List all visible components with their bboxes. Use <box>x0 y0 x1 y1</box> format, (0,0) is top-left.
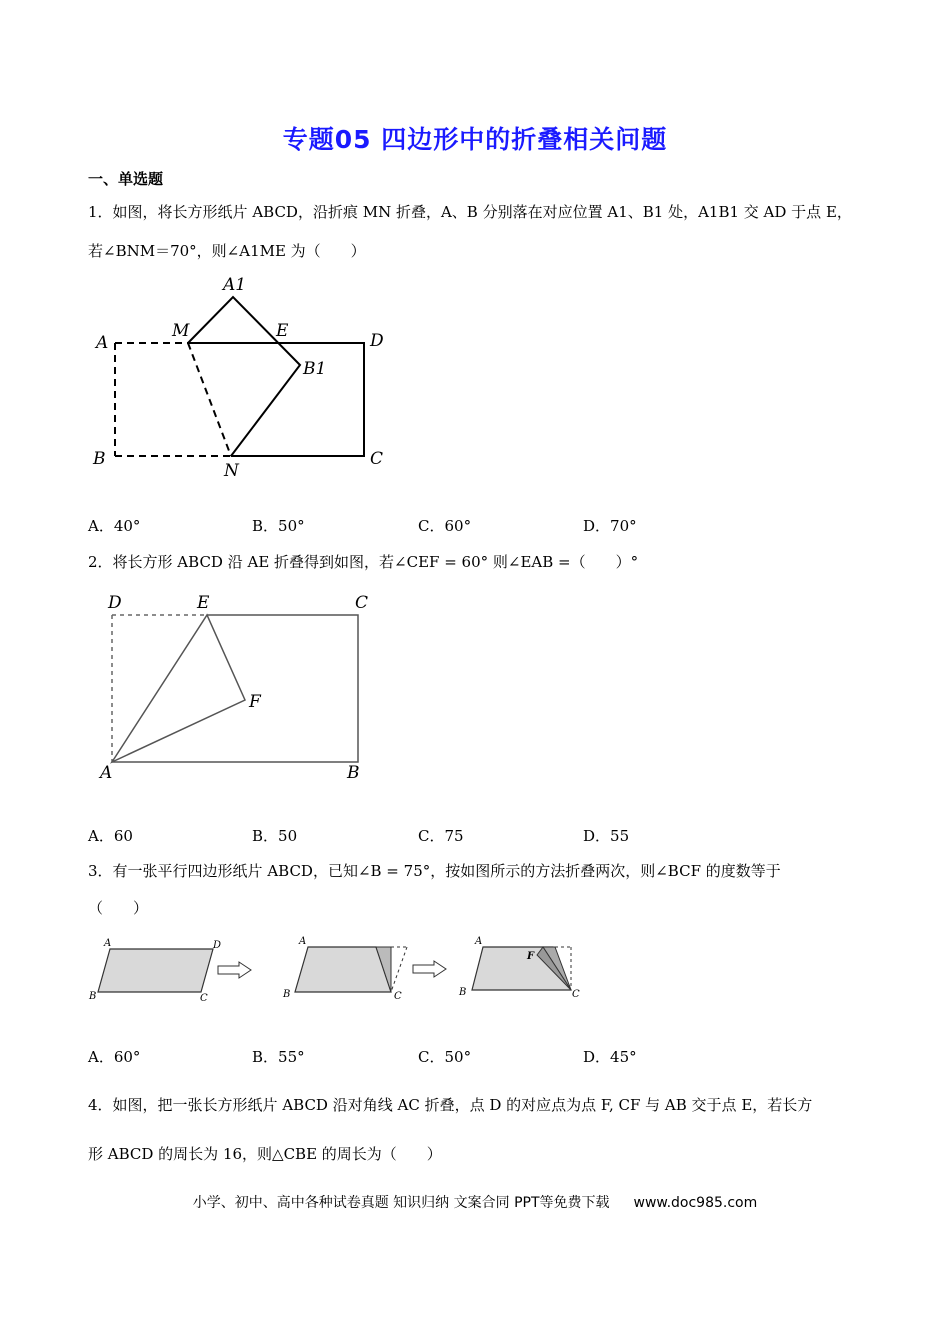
label-e: E <box>197 593 210 613</box>
label-m: M <box>172 321 190 341</box>
question-2-line-1: 2．将长方形 ABCD 沿 AE 折叠得到如图，若∠CEF = 60° 则∠EAB =（ ）° <box>88 553 639 571</box>
label-b: B <box>459 987 467 998</box>
label-c: C <box>200 993 208 1004</box>
label-e: E <box>276 321 289 341</box>
label-c: C <box>370 449 384 469</box>
label-d: D <box>213 940 222 951</box>
question-1-option-c[interactable]: C．60° <box>418 517 472 535</box>
label-a: A <box>475 936 483 947</box>
question-2-option-c[interactable]: C．75 <box>418 827 464 845</box>
question-3-option-c[interactable]: C．50° <box>418 1048 472 1066</box>
question-1-line-2: 若∠BNM＝70°，则∠A1ME 为（ ） <box>88 242 366 260</box>
label-a: A <box>96 333 109 353</box>
section-heading: 一、单选题 <box>88 170 164 188</box>
label-b: B <box>93 449 106 469</box>
label-c: C <box>394 991 402 1002</box>
question-1-figure <box>88 270 408 485</box>
label-a: A <box>299 936 307 947</box>
question-3-option-a[interactable]: A．60° <box>88 1048 141 1066</box>
label-b1: B1 <box>303 359 327 379</box>
page-title: 专题05 四边形中的折叠相关问题 <box>282 125 668 154</box>
label-a1: A1 <box>223 275 247 295</box>
question-2-option-d[interactable]: D．55 <box>583 827 630 845</box>
question-1-line-1: 1．如图，将长方形纸片 ABCD，沿折痕 MN 折叠，A、B 分别落在对应位置 A1、B1 处，A1B1 交 AD 于点 E， <box>88 203 852 221</box>
question-2-figure <box>95 590 385 785</box>
label-b: B <box>89 991 97 1002</box>
footer-text: 小学、初中、高中各种试卷真题 知识归纳 文案合同 PPT等免费下载 <box>192 1195 610 1211</box>
question-4-line-1: 4．如图，把一张长方形纸片 ABCD 沿对角线 AC 折叠，点 D 的对应点为点 F, CF 与 AB 交于点 E，若长方 <box>88 1096 813 1114</box>
question-3-option-b[interactable]: B．55° <box>252 1048 305 1066</box>
label-b: B <box>347 763 360 783</box>
arrow-icon <box>413 961 446 977</box>
label-a: A <box>104 938 112 949</box>
label-d: D <box>370 331 384 351</box>
label-c: C <box>355 593 369 613</box>
label-c: C <box>572 989 580 1000</box>
question-3-line-2: （ ） <box>88 899 149 917</box>
question-1-option-a[interactable]: A．40° <box>88 517 141 535</box>
question-2-option-b[interactable]: B．50 <box>252 827 298 845</box>
question-1-option-d[interactable]: D．70° <box>583 517 637 535</box>
arrow-icon <box>218 962 251 978</box>
label-d: D <box>108 593 122 613</box>
question-2-option-a[interactable]: A．60 <box>88 827 133 845</box>
question-3-line-1: 3．有一张平行四边形纸片 ABCD，已知∠B = 75°，按如图所示的方法折叠两次，则∠BCF 的度数等于 <box>88 862 781 880</box>
question-4-line-2: 形 ABCD 的周长为 16，则△CBE 的周长为（ ） <box>88 1145 442 1163</box>
label-b: B <box>283 989 291 1000</box>
page-footer <box>0 1192 950 1212</box>
label-f: F <box>527 951 535 962</box>
label-f: F <box>249 692 261 712</box>
footer-url-link[interactable]: www.doc985.com <box>633 1195 758 1211</box>
label-a: A <box>100 763 113 783</box>
question-3-option-d[interactable]: D．45° <box>583 1048 637 1066</box>
question-3-figure <box>85 935 595 1005</box>
label-n: N <box>224 461 239 481</box>
question-1-option-b[interactable]: B．50° <box>252 517 305 535</box>
